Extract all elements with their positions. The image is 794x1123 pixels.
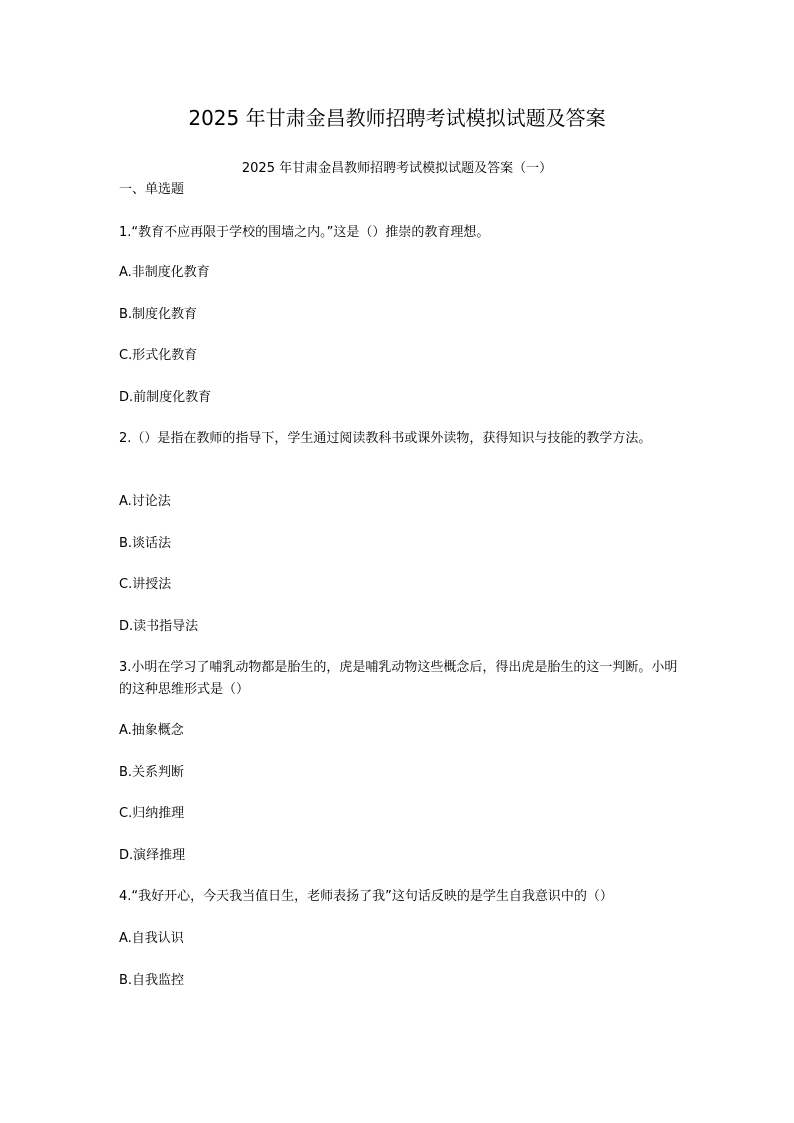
question-1-option-c: C.形式化教育 xyxy=(119,348,198,363)
question-3-option-b: B.关系判断 xyxy=(119,765,185,780)
question-2-stem: 2.（）是指在教师的指导下，学生通过阅读教科书或课外读物，获得知识与技能的教学方法。 xyxy=(119,431,652,446)
question-2-option-b: B.谈话法 xyxy=(119,536,172,551)
question-2-option-d: D.读书指导法 xyxy=(119,619,199,634)
question-2-option-a: A.讨论法 xyxy=(119,494,171,509)
question-1-stem: 1.“教育不应再限于学校的围墙之内。”这是（）推崇的教育理想。 xyxy=(119,225,490,240)
section-heading: 一、单选题 xyxy=(119,182,185,197)
question-1-option-b: B.制度化教育 xyxy=(119,307,198,322)
question-1-option-d: D.前制度化教育 xyxy=(119,390,212,405)
question-1-option-a: A.非制度化教育 xyxy=(119,265,210,280)
question-4-option-a: A.自我认识 xyxy=(119,931,184,946)
question-3-option-a: A.抽象概念 xyxy=(119,723,184,738)
document-subtitle: 2025 年甘肃金昌教师招聘考试模拟试题及答案（一） xyxy=(241,161,553,176)
question-3-option-d: D.演绎推理 xyxy=(119,848,186,863)
question-3-option-c: C.归纳推理 xyxy=(119,806,185,821)
question-2-option-c: C.讲授法 xyxy=(119,577,172,592)
question-4-stem: 4.“我好开心，今天我当值日生，老师表扬了我”这句话反映的是学生自我意识中的（） xyxy=(119,889,613,904)
question-4-option-b: B.自我监控 xyxy=(119,973,185,988)
question-3-stem: 3.小明在学习了哺乳动物都是胎生的，虎是哺乳动物这些概念后，得出虎是胎生的这一判断。小明的这种思维形式是（） xyxy=(119,660,678,697)
document-title: 2025 年甘肃金昌教师招聘考试模拟试题及答案 xyxy=(188,106,606,130)
